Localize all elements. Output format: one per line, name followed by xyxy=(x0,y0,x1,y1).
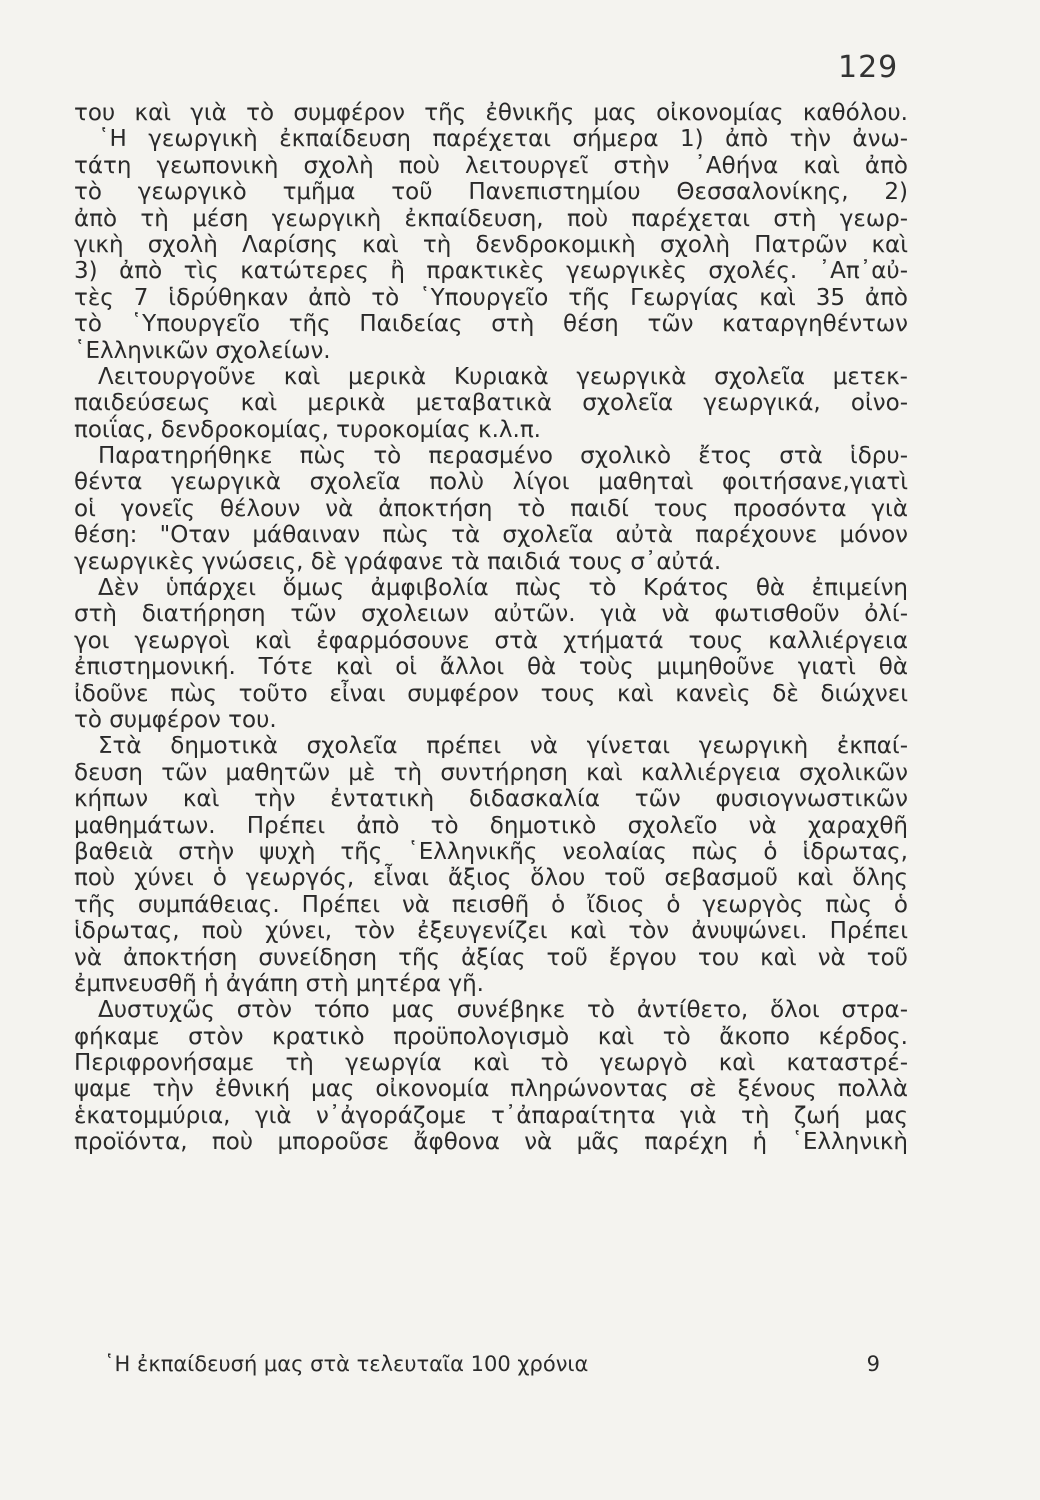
text-line: ψαμε τὴν ἐθνική μας οἰκονομία πληρώνοντας σὲ ξένους πολλὰ xyxy=(74,1076,908,1103)
text-line: 3) ἀπὸ τὶς κατώτερες ἢ πρακτικὲς γεωργικὲς σχολές. ᾿Απ᾿αὐ- xyxy=(74,258,908,285)
text-line: τὲς 7 ἱδρύθηκαν ἀπὸ τὸ ῾Υπουργεῖο τῆς Γεωργίας καὶ 35 ἀπὸ xyxy=(74,284,908,311)
text-line: φήκαμε στὸν κρατικὸ προϋπολογισμὸ καὶ τὸ ἄκοπο κέρδος. xyxy=(74,1023,908,1050)
text-line: βαθειὰ στὴν ψυχὴ τῆς ῾Ελληνικῆς νεολαίας πὼς ὁ ἱδρωτας, xyxy=(74,838,908,865)
text-line: τὸ γεωργικὸ τμῆμα τοῦ Πανεπιστημίου Θεσσαλονίκης, 2) xyxy=(74,179,908,206)
text-line: του καὶ γιὰ τὸ συμφέρον τῆς ἐθνικῆς μας οἰκονομίας καθόλου. xyxy=(74,100,908,126)
text-line: ἰδοῦνε πὼς τοῦτο εἶναι συμφέρον τους καὶ κανεὶς δὲ διώχνει xyxy=(74,680,908,707)
text-line: παιδεύσεως καὶ μερικὰ μεταβατικὰ σχολεῖα γεωργικά, οἰνο- xyxy=(74,390,908,417)
body-text xyxy=(74,100,908,1156)
text-line: γικὴ σχολὴ Λαρίσης καὶ τὴ δενδροκομικὴ σχολὴ Πατρῶν καὶ xyxy=(74,231,908,258)
text-line: ἀπὸ τὴ μέση γεωργικὴ ἐκπαίδευση, ποὺ παρέχεται στὴ γεωρ- xyxy=(74,205,908,232)
text-line: ποὺ χύνει ὁ γεωργός, εἶναι ἄξιος ὅλου τοῦ σεβασμοῦ καὶ ὅλης xyxy=(74,865,908,892)
text-line: γεωργικὲς γνώσεις, δὲ γράφανε τὰ παιδιά τους σ᾿αὐτά. xyxy=(74,548,722,575)
text-line: θέση: "Οταν μάθαιναν πὼς τὰ σχολεῖα αὐτὰ παρέχουνε μόνον xyxy=(74,522,908,549)
page-number: 129 xyxy=(838,50,899,85)
text-line: στὴ διατήρηση τῶν σχολειων αὐτῶν. γιὰ νὰ φωτισθοῦν ὀλί- xyxy=(74,601,908,628)
text-line: προϊόντα, ποὺ μποροῦσε ἄφθονα νὰ μᾶς παρέχη ἡ ῾Ελληνικὴ xyxy=(74,1129,908,1156)
footer-signature: 9 xyxy=(866,1352,880,1376)
text-line: Στὰ δημοτικὰ σχολεῖα πρέπει νὰ γίνεται γεωργικὴ ἐκπαί- xyxy=(98,733,908,760)
text-line: ῾Ελληνικῶν σχολείων. xyxy=(74,337,331,364)
text-line: Περιφρονήσαμε τὴ γεωργία καὶ τὸ γεωργὸ καὶ καταστρέ- xyxy=(74,1050,908,1077)
text-line: δευση τῶν μαθητῶν μὲ τὴ συντήρηση καὶ καλλιέργεια σχολικῶν xyxy=(74,759,908,786)
text-line: Λειτουργοῦνε καὶ μερικὰ Κυριακὰ γεωργικὰ σχολεῖα μετεκ- xyxy=(98,363,908,390)
text-line: οἱ γονεῖς θέλουν νὰ ἀποκτήση τὸ παιδί τους προσόντα γιὰ xyxy=(74,495,908,522)
text-line: ἑκατομμύρια, γιὰ ν᾿ἀγοράζομε τ᾿ἀπαραίτητα γιὰ τὴ ζωή μας xyxy=(74,1102,908,1129)
text-line: τὸ συμφέρον του. xyxy=(74,706,277,733)
text-line: ἱδρωτας, ποὺ χύνει, τὸν ἐξευγενίζει καὶ τὸν ἀνυψώνει. Πρέπει xyxy=(74,918,908,945)
text-line: τάτη γεωπονικὴ σχολὴ ποὺ λειτουργεῖ στὴν ᾿Αθήνα καὶ ἀπὸ xyxy=(74,152,908,179)
text-line: τῆς συμπάθειας. Πρέπει νὰ πεισθῆ ὁ ἴδιος ὁ γεωργὸς πὼς ὁ xyxy=(74,891,908,918)
footer-title: ῾Η ἐκπαίδευσή μας στὰ τελευταῖα 100 χρόνια xyxy=(104,1352,589,1376)
text-line: γοι γεωργοὶ καὶ ἐφαρμόσουνε στὰ χτήματά τους καλλιέργεια xyxy=(74,627,908,654)
text-line: τὸ ῾Υπουργεῖο τῆς Παιδείας στὴ θέση τῶν καταργηθέντων xyxy=(74,311,908,338)
text-line: νὰ ἀποκτήση συνείδηση τῆς ἀξίας τοῦ ἔργου του καὶ νὰ τοῦ xyxy=(74,944,908,971)
text-line: ἐπιστημονική. Τότε καὶ οἱ ἄλλοι θὰ τοὺς μιμηθοῦνε γιατὶ θὰ xyxy=(74,654,908,681)
text-line: Δυστυχῶς στὸν τόπο μας συνέβηκε τὸ ἀντίθετο, ὅλοι στρα- xyxy=(98,997,908,1024)
text-line: μαθημάτων. Πρέπει ἀπὸ τὸ δημοτικὸ σχολεῖο νὰ χαραχθῆ xyxy=(74,812,908,839)
text-line: ῾Η γεωργικὴ ἐκπαίδευση παρέχεται σήμερα 1) ἀπὸ τὴν ἀνω- xyxy=(98,126,908,153)
text-line: ποιΐας, δενδροκομίας, τυροκομίας κ.λ.π. xyxy=(74,416,541,443)
text-line: Παρατηρήθηκε πὼς τὸ περασμένο σχολικὸ ἔτος στὰ ἱδρυ- xyxy=(98,443,908,470)
text-line: Δὲν ὑπάρχει ὅμως ἀμφιβολία πὼς τὸ Κράτος θὰ ἐπιμείνη xyxy=(98,575,908,602)
text-line: ἐμπνευσθῆ ἡ ἀγάπη στὴ μητέρα γῆ. xyxy=(74,970,484,997)
text-line: κήπων καὶ τὴν ἐντατικὴ διδασκαλία τῶν φυσιογνωστικῶν xyxy=(74,786,908,813)
text-line: θέντα γεωργικὰ σχολεῖα πολὺ λίγοι μαθηταὶ φοιτήσανε,γιατὶ xyxy=(74,469,908,496)
